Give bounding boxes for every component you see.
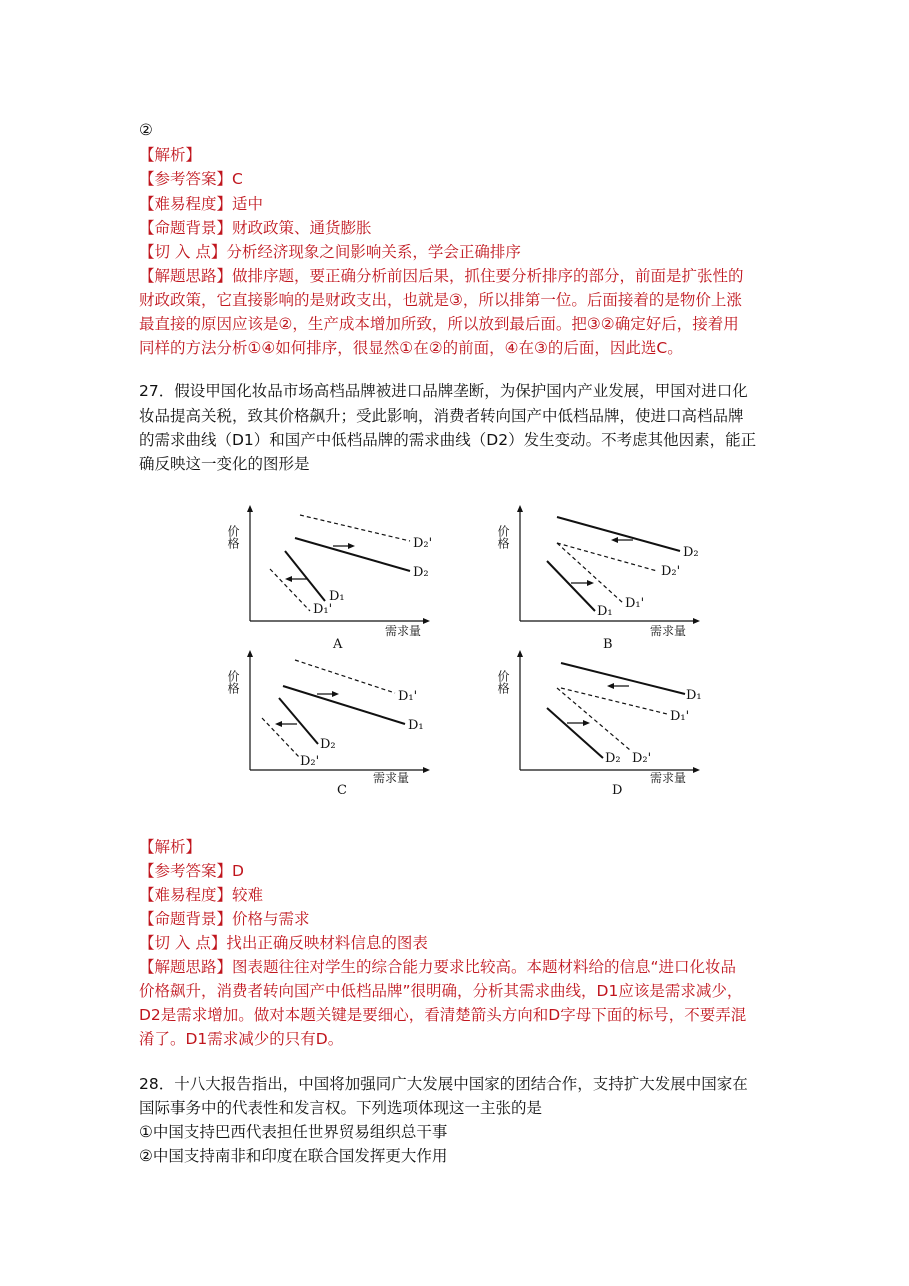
curve-label: D₁' bbox=[670, 709, 690, 724]
graph-letter: B bbox=[603, 637, 613, 652]
q27-idea-line: 【解题思路】图表题往往对学生的综合能力要求比较高。本题材料给的信息“进口化妆品 bbox=[139, 958, 737, 976]
curve-label: D₂' bbox=[413, 536, 433, 551]
q27-idea-line: 价格飙升，消费者转向国产中低档品牌”很明确，分析其需求曲线，D1应该是需求减少， bbox=[139, 982, 743, 1000]
q27-background: 【命题背景】价格与需求 bbox=[139, 910, 310, 928]
y-axis-label: 价格 bbox=[496, 525, 510, 549]
curve-label: D₂ bbox=[320, 737, 336, 752]
q27-entry-point: 【切 入 点】找出正确反映材料信息的图表 bbox=[139, 934, 428, 952]
q26-idea-line: 【解题思路】做排序题，要正确分析前因后果，抓住要分析排序的部分，前面是扩张性的 bbox=[139, 267, 744, 285]
y-axis-label: 价格 bbox=[226, 525, 240, 549]
curve-label: D₂' bbox=[661, 564, 681, 579]
q28-stem-line: 28．十八大报告指出，中国将加强同广大发展中国家的团结合作，支持扩大发展中国家在 bbox=[139, 1075, 748, 1093]
curve-label: D₂ bbox=[413, 565, 429, 580]
curve-label: D₁' bbox=[625, 596, 645, 611]
curve-label: D₂' bbox=[632, 751, 652, 766]
q27-stem-line: 27．假设甲国化妆品市场高档品牌被进口品牌垄断，为保护国内产业发展，甲国对进口化 bbox=[139, 382, 748, 400]
x-axis-label: 需求量 bbox=[385, 624, 422, 638]
q26-analysis-heading: 【解析】 bbox=[139, 146, 202, 164]
graph-d bbox=[495, 648, 705, 798]
curve-label: D₁ bbox=[686, 688, 702, 703]
curve-label: D₁' bbox=[398, 689, 418, 704]
q26-entry-point: 【切 入 点】分析经济现象之间影响关系，学会正确排序 bbox=[139, 243, 521, 261]
q26-idea-line: 最直接的原因应该是②，生产成本增加所致，所以放到最后面。把③②确定好后，接着用 bbox=[139, 315, 739, 333]
q27-idea-line: 淆了。D1需求减少的只有D。 bbox=[139, 1030, 344, 1048]
q27-stem-line: 确反映这一变化的图形是 bbox=[139, 455, 310, 473]
graph-letter: C bbox=[337, 783, 347, 798]
q27-idea-line: D2是需求增加。做对本题关键是要细心，看清楚箭头方向和D字母下面的标号，不要弄混 bbox=[139, 1006, 747, 1024]
y-axis-label: 价格 bbox=[496, 670, 510, 694]
x-axis-label: 需求量 bbox=[650, 771, 687, 785]
curve-label: D₁ bbox=[408, 718, 424, 733]
curve-label: D₂ bbox=[605, 751, 621, 766]
q28-option: ①中国支持巴西代表担任世界贸易组织总干事 bbox=[139, 1123, 448, 1141]
y-axis-label: 价格 bbox=[226, 670, 240, 694]
curve-label: D₁ bbox=[329, 589, 345, 604]
q27-stem-line: 妆品提高关税，致其价格飙升；受此影响，消费者转向国产中低档品牌，使进口高档品牌 bbox=[139, 407, 744, 425]
q28-stem-line: 国际事务中的代表性和发言权。下列选项体现这一主张的是 bbox=[139, 1099, 543, 1117]
curve-label: D₂ bbox=[683, 545, 699, 560]
q28-option: ②中国支持南非和印度在联合国发挥更大作用 bbox=[139, 1147, 448, 1165]
q26-idea-line: 同样的方法分析①④如何排序，很显然①在②的前面，④在③的后面，因此选C。 bbox=[139, 339, 683, 357]
x-axis-label: 需求量 bbox=[373, 771, 410, 785]
q26-difficulty: 【难易程度】适中 bbox=[139, 195, 264, 213]
curve-label: D₁' bbox=[313, 602, 333, 617]
curve-label: D₂' bbox=[300, 754, 320, 769]
q26-background: 【命题背景】财政政策、通货膨胀 bbox=[139, 219, 372, 237]
q27-difficulty: 【难易程度】较难 bbox=[139, 886, 264, 904]
q26-idea-line: 财政政策，它直接影响的是财政支出，也就是③，所以排第一位。后面接着的是物价上涨 bbox=[139, 291, 742, 309]
curve-label: D₁ bbox=[597, 604, 613, 619]
graph-letter: A bbox=[333, 637, 343, 652]
graph-a bbox=[225, 503, 435, 653]
q27-stem-line: 的需求曲线（D1）和国产中低档品牌的需求曲线（D2）发生变动。不考虑其他因素，能正 bbox=[139, 431, 757, 449]
graph-c bbox=[225, 648, 435, 798]
q27-analysis-heading: 【解析】 bbox=[139, 838, 202, 856]
q26-answer: 【参考答案】C bbox=[139, 170, 243, 188]
top-item: ② bbox=[139, 121, 153, 139]
x-axis-label: 需求量 bbox=[650, 624, 687, 638]
graph-b bbox=[495, 503, 705, 653]
graph-letter: D bbox=[612, 783, 623, 798]
q27-answer: 【参考答案】D bbox=[139, 862, 244, 880]
